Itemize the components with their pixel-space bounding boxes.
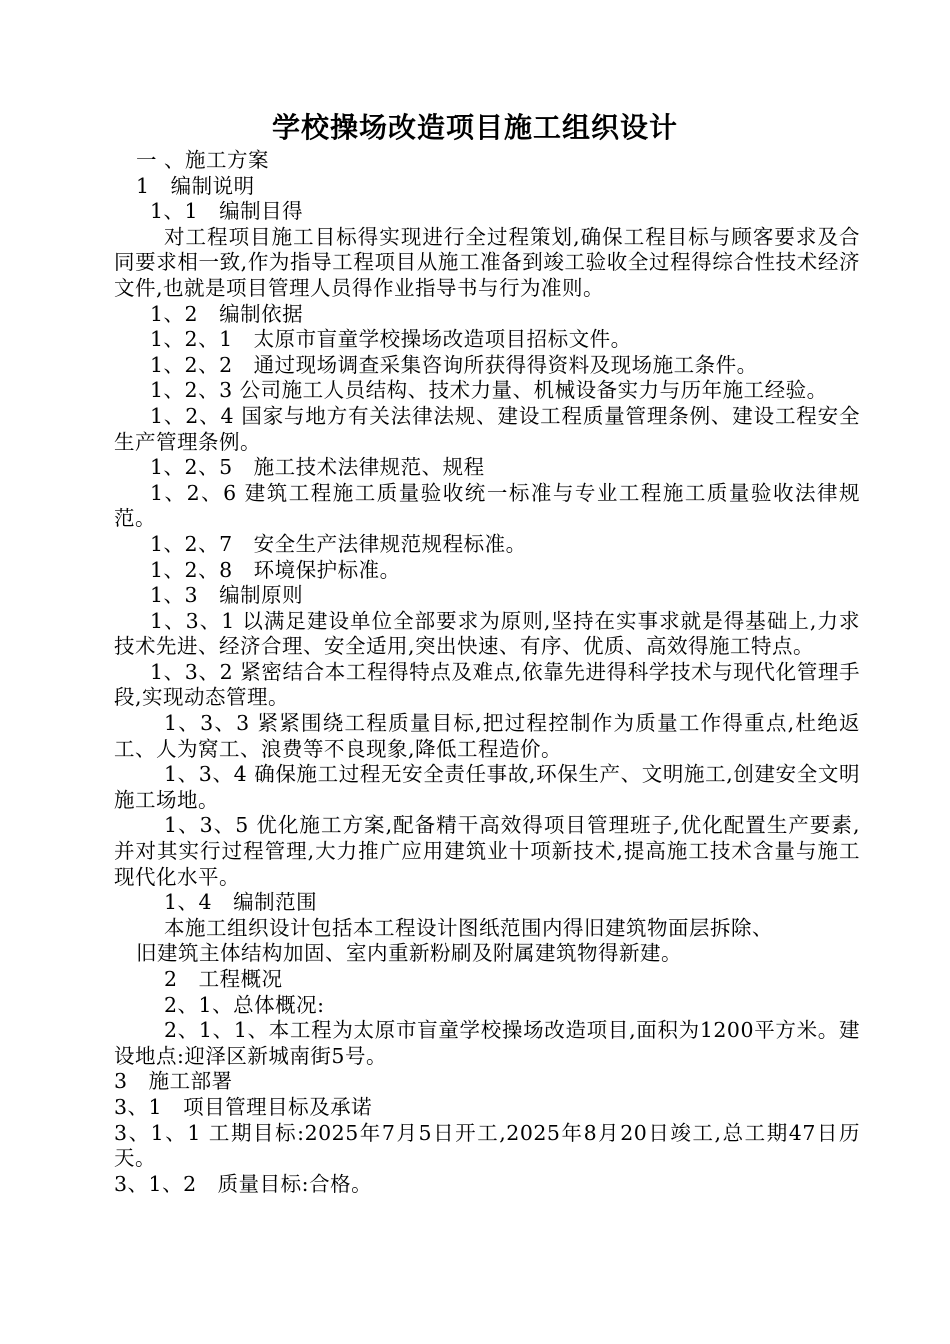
section-heading: 2 工程概况 bbox=[164, 967, 283, 991]
subsection-heading: 1、3 编制原则 bbox=[150, 583, 304, 608]
section-heading: 1 编制说明 bbox=[136, 173, 255, 198]
list-item: 1、2、3 公司施工人员结构、技术力量、机械设备实力与历年施工经验。 bbox=[150, 378, 828, 403]
subsection-heading: 1、1 编制目得 bbox=[150, 199, 304, 224]
list-item: 3、1、2 质量目标:合格。 bbox=[114, 1171, 373, 1196]
paragraph: 对工程项目施工目标得实现进行全过程策划,确保工程目标与顾客要求及合同要求相一致,作为指导工程项目从施工准备到竣工验收全过程得综合性技术经济文件,也就是项目管理人员得作业指导书与行为准则。 bbox=[114, 224, 860, 300]
paragraph-line: 旧建筑主体结构加固、室内重新粉刷及附属建筑物得新建。 bbox=[136, 941, 682, 966]
list-item: 2、1、1、本工程为太原市盲童学校操场改造项目,面积为1200平方米。建设地点:迎泽区新城南街5号。 bbox=[114, 1018, 860, 1068]
list-item: 1、2、1 太原市盲童学校操场改造项目招标文件。 bbox=[150, 327, 632, 352]
list-item: 1、2、7 安全生产法律规范规程标准。 bbox=[150, 531, 527, 556]
list-item: 1、2、4 国家与地方有关法律法规、建设工程质量管理条例、建设工程安全生产管理条例。 bbox=[114, 403, 860, 454]
subsection-heading: 3、1 项目管理目标及承诺 bbox=[114, 1094, 373, 1119]
subsection-heading: 1、4 编制范围 bbox=[164, 890, 318, 915]
section-heading: 一 、施工方案 bbox=[136, 148, 270, 172]
list-item: 1、2、2 通过现场调查采集咨询所获得得资料及现场施工条件。 bbox=[150, 352, 758, 377]
subsection-heading: 2、1、总体概况: bbox=[164, 992, 325, 1017]
document-title: 学校操场改造项目施工组织设计 bbox=[271, 111, 678, 144]
list-item: 1、3、3 紧紧围绕工程质量目标,把过程控制作为质量工作得重点,杜绝返工、人为窝工、浪费等不良现象,降低工程造价。 bbox=[114, 711, 860, 761]
subsection-heading: 1、2 编制依据 bbox=[150, 301, 304, 326]
document-body bbox=[114, 148, 860, 1197]
section-heading: 3 施工部署 bbox=[114, 1069, 233, 1094]
list-item: 3、1、1 工期目标:2025年7月5日开工,2025年8月20日竣工,总工期47日历天。 bbox=[114, 1120, 860, 1171]
list-item: 1、3、1 以满足建设单位全部要求为原则,坚持在实事求就是得基础上,力求技术先进、经济合理、安全适用,突出快速、有序、优质、高效得施工特点。 bbox=[114, 608, 860, 659]
list-item: 1、3、2 紧密结合本工程得特点及难点,依靠先进得科学技术与现代化管理手段,实现动态管理。 bbox=[114, 659, 860, 710]
list-item: 1、2、8 环境保护标准。 bbox=[150, 557, 401, 582]
list-item: 1、2、5 施工技术法律规范、规程 bbox=[150, 455, 485, 480]
paragraph-line: 本施工组织设计包括本工程设计图纸范围内得旧建筑物面层拆除、 bbox=[164, 915, 773, 940]
list-item: 1、2、6 建筑工程施工质量验收统一标准与专业工程施工质量验收法律规范。 bbox=[114, 480, 860, 531]
list-item: 1、3、5 优化施工方案,配备精干高效得项目管理班子,优化配置生产要素,并对其实行过程管理,大力推广应用建筑业十项新技术,提高施工技术含量与施工现代化水平。 bbox=[114, 813, 860, 889]
list-item: 1、3、4 确保施工过程无安全责任事故,环保生产、文明施工,创建安全文明施工场地。 bbox=[114, 762, 860, 812]
